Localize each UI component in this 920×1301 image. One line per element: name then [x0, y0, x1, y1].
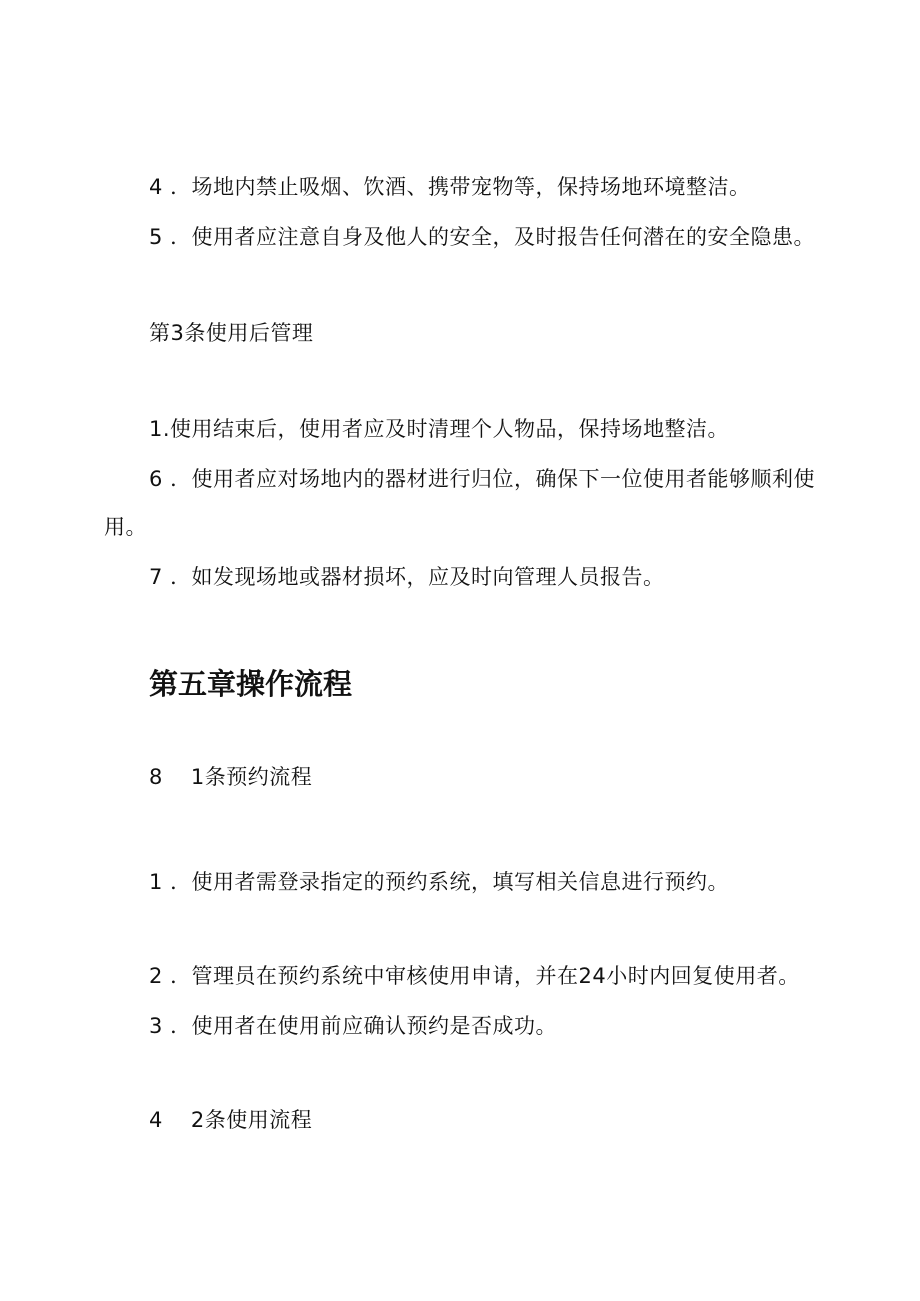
- list-item-5: [149, 222, 815, 252]
- item-text: ．场地内禁止吸烟、饮酒、携带宠物等，保持场地环境整洁。: [170, 175, 751, 199]
- list-item-6-continuation: 用。: [104, 515, 147, 539]
- item-number: 1: [149, 870, 163, 894]
- subsection-text: 1条预约流程: [190, 765, 313, 789]
- item-text: ．使用者应对场地内的器材进行归位，确保下一位使用者能够顺利使: [170, 467, 816, 491]
- chapter-title: 第五章操作流程: [149, 667, 353, 701]
- item-text: ．使用者在使用前应确认预约是否成功。: [170, 1014, 558, 1038]
- item-number: 5: [149, 225, 163, 249]
- item-text: ．使用者应注意自身及他人的安全，及时报告任何潜在的安全隐患。: [170, 225, 816, 249]
- item-number: 4: [149, 1108, 163, 1132]
- section-title-3: 第3条使用后管理: [149, 321, 314, 345]
- item-text: ．管理员在预约系统中审核使用申请，并在24小时内回复使用者。: [170, 964, 800, 988]
- procedure-item-1: [149, 867, 729, 897]
- item-number: 8: [149, 765, 163, 789]
- item-number: 6: [149, 467, 163, 491]
- subsection-title-2: [149, 1105, 312, 1135]
- list-item-7: [149, 562, 665, 592]
- item-number: 2: [149, 964, 163, 988]
- list-item-4: [149, 172, 751, 202]
- subsection-text: 2条使用流程: [190, 1108, 313, 1132]
- procedure-item-3: [149, 1011, 557, 1041]
- item-number: 3: [149, 1014, 163, 1038]
- procedure-item-2: [149, 961, 800, 991]
- item-text: ．如发现场地或器材损坏，应及时向管理人员报告。: [170, 565, 665, 589]
- item-number: 7: [149, 565, 163, 589]
- item-number: 4: [149, 175, 163, 199]
- list-item-6: [149, 464, 815, 494]
- subsection-title-1: [149, 762, 312, 792]
- list-item-1-after-use: 1.使用结束后，使用者应及时清理个人物品，保持场地整洁。: [149, 417, 730, 441]
- item-text: ．使用者需登录指定的预约系统，填写相关信息进行预约。: [170, 870, 730, 894]
